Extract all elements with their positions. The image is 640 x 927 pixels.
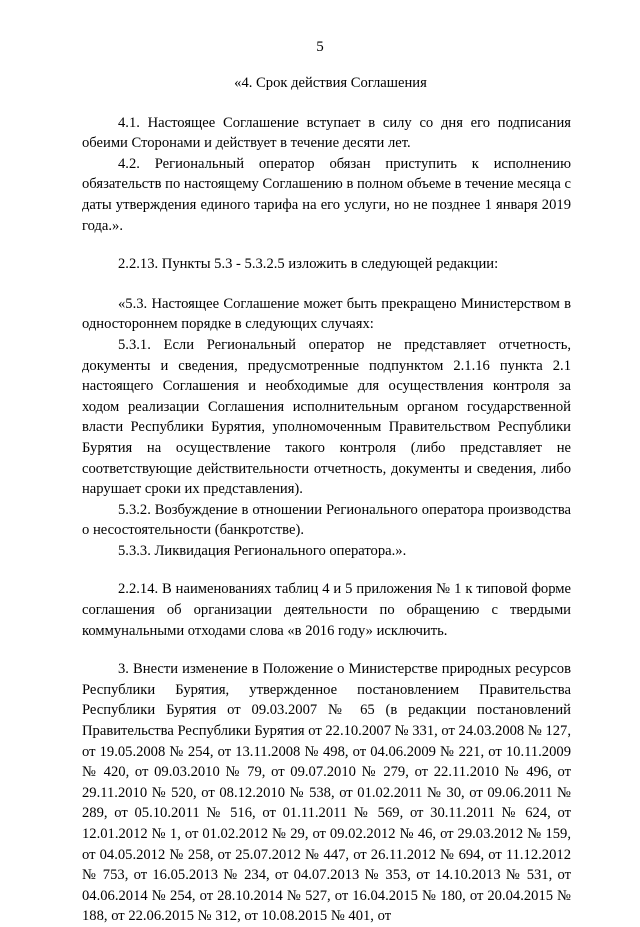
paragraph-5-3-2: 5.3.2. Возбуждение в отношении Регионального оператора производства о несостоятельности (банкротстве). xyxy=(82,501,571,539)
spacer xyxy=(82,641,571,659)
paragraph-4-1: 4.1. Настоящее Соглашение вступает в силу со дня его подписания обеими Сторонами и действует в течение десяти лет. xyxy=(82,114,571,152)
page-number: 5 xyxy=(316,39,324,55)
spacer xyxy=(82,275,571,294)
paragraph-2-2-13: 2.2.13. Пункты 5.3 - 5.3.2.5 изложить в следующей редакции: xyxy=(118,256,499,273)
document-body xyxy=(82,73,571,927)
paragraph-5-3-1: 5.3.1. Если Региональный оператор не представляет отчетность, документы и сведения, предусмотренные подпунктом 2.1.16 пункта 2.1 настоящего Соглашения и необходимые для осуществления контроля за ходом реализации Соглашения исполнительным органом государственной власти Республики Бурятия, уполномоченным Правительством Республики Бурятия на осуществление такого контроля (либо представляет не соответствующие действительности отчетность, документы и сведения, либо нарушает сроки их представления). xyxy=(82,336,571,498)
paragraph-5-3-3: 5.3.3. Ликвидация Регионального оператора.». xyxy=(118,542,407,559)
paragraph-3: 3. Внести изменение в Положение о Министерстве природных ресурсов Республики Бурятия, утвержденное постановлением Правительства Республики Бурятия от 09.03.2007 № 65 (в редакции постановлений Правительства Республики Бурятия от 22.10.2007 № 331, от 24.03.2008 № 127, от 19.05.2008 № 254, от 13.11.2008 № 498, от 04.06.2009 № 221, от 10.11.2009 № 420, от 09.03.2010 № 79, от 09.07.2010 № 279, от 22.11.2010 № 496, от 29.11.2010 № 520, от 08.12.2010 № 538, от 01.02.2011 № 30, от 09.06.2011 № 289, от 05.10.2011 № 516, от 01.11.2011 № 569, от 30.11.2011 № 624, от 12.01.2012 № 1, от 01.02.2012 № 29, от 09.02.2012 № 46, от 29.03.2012 № 159, от 04.05.2012 № 258, от 25.07.2012 № 447, от 26.11.2012 № 694, от 11.12.2012 № 753, от 16.05.2013 № 234, от 04.07.2013 № 353, от 14.10.2013 № 531, от 04.06.2014 № 254, от 28.10.2014 № 527, от 16.04.2015 № 180, от 20.04.2015 № 188, от 22.06.2015 № 312, от 10.08.2015 № 401, от xyxy=(82,661,571,925)
section-heading: «4. Срок действия Соглашения xyxy=(234,75,427,91)
paragraph-5-3: «5.3. Настоящее Соглашение может быть прекращено Министерством в одностороннем порядке в следующих случаях: xyxy=(82,295,571,333)
spacer xyxy=(82,561,571,579)
paragraph-4-2: 4.2. Региональный оператор обязан приступить к исполнению обязательств по настоящему Соглашению в полном объеме в течение месяца с даты утверждения единого тарифа на его услуги, но не позднее 1 января 2019 года.». xyxy=(82,155,571,234)
spacer xyxy=(82,236,571,254)
paragraph-2-2-14: 2.2.14. В наименованиях таблиц 4 и 5 приложения № 1 к типовой форме соглашения об организации деятельности по обращению с твердыми коммунальными отходами слова «в 2016 году» исключить. xyxy=(82,581,571,639)
